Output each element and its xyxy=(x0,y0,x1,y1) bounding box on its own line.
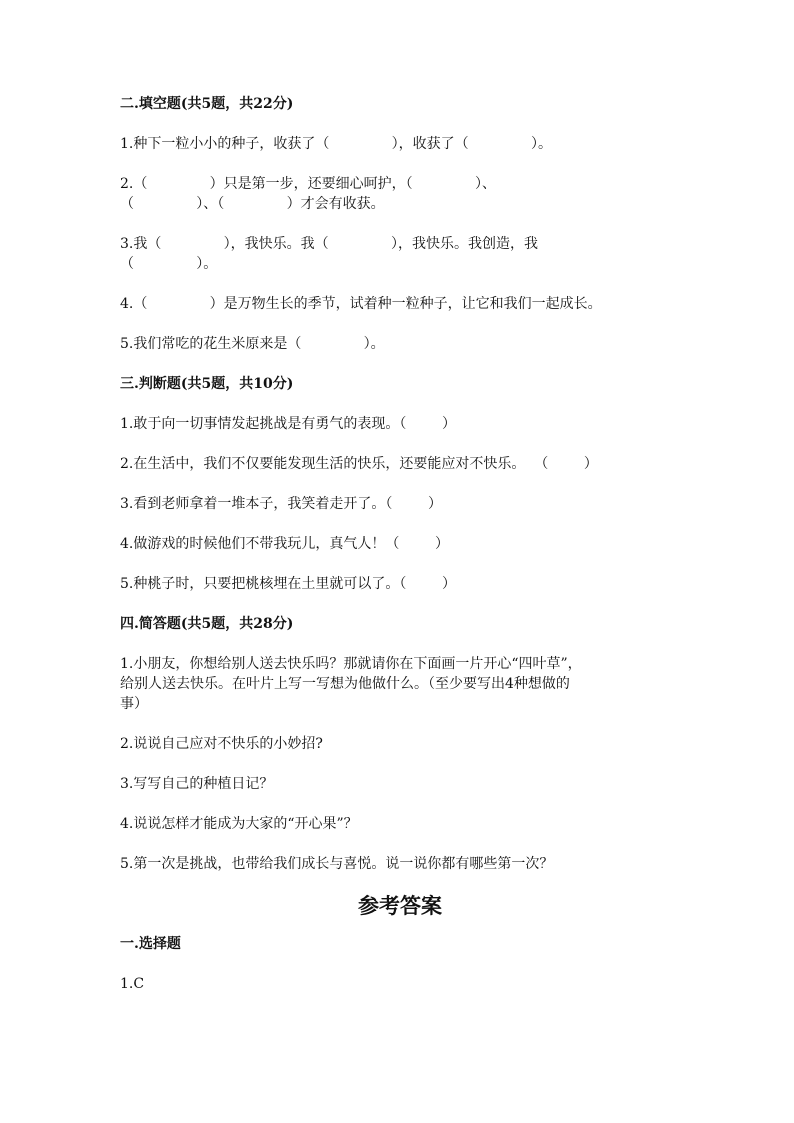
short-answer-question-2: 2.说说自己应对不快乐的小妙招? xyxy=(120,736,323,752)
fill-blank-question-1: 1.种下一粒小小的种子，收获了（ ），收获了（ ）。 xyxy=(120,136,552,152)
fill-blank-question-4: 4.（ ）是万物生长的季节，试着种一粒种子，让它和我们一起成长。 xyxy=(120,296,602,312)
judge-section-title: 三.判断题(共5题，共10分) xyxy=(120,376,294,392)
exam-page xyxy=(120,94,680,994)
judge-question-5: 5.种桃子时，只要把桃核埋在土里就可以了。（ ） xyxy=(120,576,456,592)
answers-section-title: 一.选择题 xyxy=(120,936,181,952)
judge-question-2: 2.在生活中，我们不仅要能发现生活的快乐，还要能应对不快乐。 （ ） xyxy=(120,456,598,472)
judge-question-4: 4.做游戏的时候他们不带我玩儿，真气人！（ ） xyxy=(120,536,449,552)
fill-blank-question-5: 5.我们常吃的花生米原来是（ ）。 xyxy=(120,336,385,352)
fill-blank-question-3: 3.我（ ），我快乐。我（ ），我快乐。我创造，我 （ ）。 xyxy=(120,236,538,272)
short-answer-question-3: 3.写写自己的种植日记？ xyxy=(120,776,274,792)
short-answer-section-title: 四.简答题(共5题，共28分) xyxy=(120,616,294,632)
judge-question-3: 3.看到老师拿着一堆本子，我笑着走开了。（ ） xyxy=(120,496,442,512)
fill-blank-question-2: 2.（ ）只是第一步，还要细心呵护，（ ）、 （ ）、（ ）才会有收获。 xyxy=(120,176,496,212)
short-answer-question-4: 4.说说怎样才能成为大家的“开心果”？ xyxy=(120,816,358,832)
short-answer-question-5: 5.第一次是挑战，也带给我们成长与喜悦。说一说你都有哪些第一次？ xyxy=(120,856,554,872)
answer-item-1: 1.C xyxy=(120,976,145,992)
judge-question-1: 1.敢于向一切事情发起挑战是有勇气的表现。（ ） xyxy=(120,416,456,432)
short-answer-question-1: 1.小朋友，你想给别人送去快乐吗？那就请你在下面画一片开心“四叶草”， 给别人送去快乐。在叶片上写一写想为他做什么。（至少要写出4种想做的 事） xyxy=(120,656,582,712)
answers-title: 参考答案 xyxy=(358,893,442,918)
fill-blank-section-title: 二.填空题(共5题，共22分) xyxy=(120,96,294,112)
